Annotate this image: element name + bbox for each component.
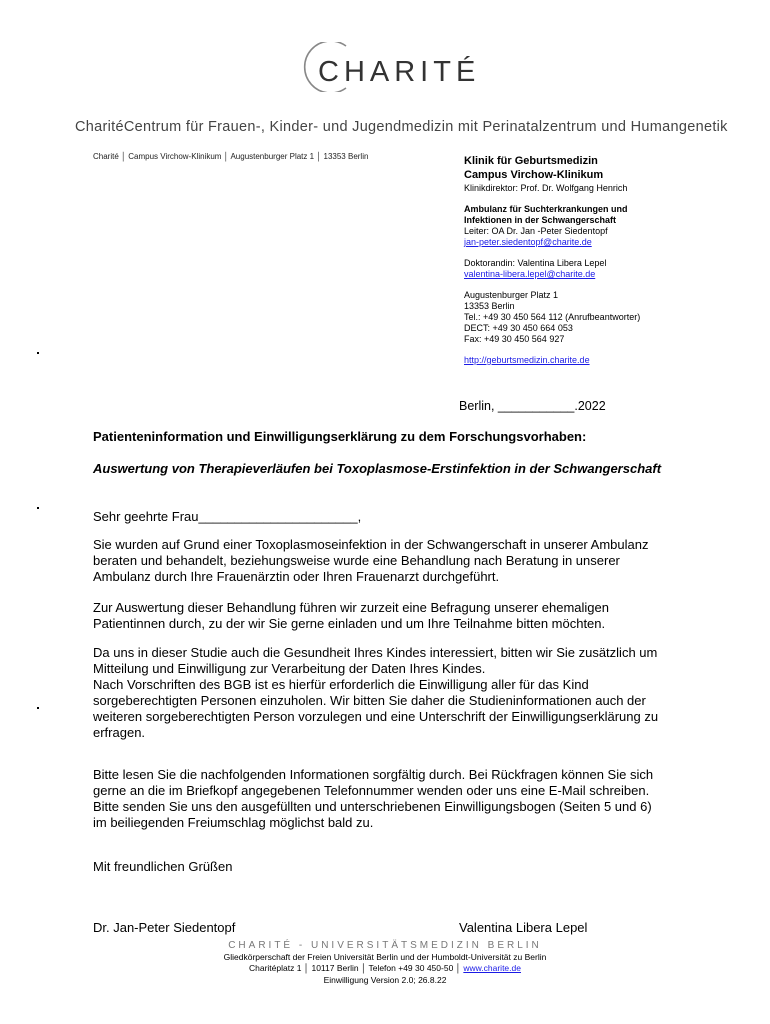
document-version: Einwilligung Version 2.0; 26.8.22	[323, 974, 447, 985]
footer-line-1: Gliedkörperschaft der Freien Universität Berlin und der Humboldt-Universität zu Berlin	[223, 951, 547, 962]
center-name: CharitéCentrum für Frauen-, Kinder- und Jugendmedizin mit Perinatalzentrum und Humangenetik	[75, 119, 728, 135]
date-line: Berlin, ___________.2022	[459, 399, 606, 413]
footer-address: Charitéplatz 1 │ 10117 Berlin │ Telefon +49 30 450-50 │	[249, 963, 461, 973]
document-heading: Patienteninformation und Einwilligungserklärung zu dem Forschungsvorhaben:	[93, 429, 587, 444]
paragraph-1	[93, 537, 733, 585]
doctoral-candidate: Doktorandin: Valentina Libera Lepel	[464, 258, 607, 268]
fold-mark	[37, 707, 39, 709]
footer-website-link[interactable]: www.charite.de	[463, 963, 521, 973]
text-line: Ambulanz durch Ihre Frauenärztin oder Ihren Frauenarzt durchgeführt.	[93, 569, 500, 584]
ambulance-line-1: Ambulanz für Suchterkrankungen und	[464, 204, 628, 214]
sender-address-line: Charité │ Campus Virchow-Klinikum │ Augustenburger Platz 1 │ 13353 Berlin	[93, 152, 369, 161]
study-title: Auswertung von Therapieverläufen bei Toxoplasmose-Erstinfektion in der Schwangerschaft	[93, 461, 662, 476]
text-line: Zur Auswertung dieser Behandlung führen wir zurzeit eine Befragung unserer ehemaligen	[93, 600, 609, 615]
text-line: Bitte lesen Sie die nachfolgenden Informationen sorgfältig durch. Bei Rückfragen können Sie sich	[93, 767, 654, 782]
campus-name: Campus Virchow-Klinikum	[464, 169, 604, 181]
clinic-name: Klinik für Geburtsmedizin	[464, 155, 598, 167]
footer-line-2	[0, 963, 770, 975]
closing: Mit freundlichen Grüßen	[93, 859, 233, 874]
signature-right: Valentina Libera Lepel	[459, 920, 588, 935]
paragraph-3	[93, 645, 733, 741]
clinic-director: Klinikdirektor: Prof. Dr. Wolfgang Henrich	[464, 183, 628, 193]
text-line: Nach Vorschriften des BGB ist es hierfür erforderlich die Einwilligung aller für das Kind	[93, 677, 589, 692]
ambulance-head: Leiter: OA Dr. Jan -Peter Siedentopf	[464, 226, 608, 236]
ambulance-line-2: Infektionen in der Schwangerschaft	[464, 215, 617, 225]
signature-left: Dr. Jan-Peter Siedentopf	[93, 920, 236, 935]
charite-logo-text: CHARITÉ	[318, 56, 481, 88]
dect-number: DECT: +49 30 450 664 053	[464, 323, 573, 333]
text-line: erfragen.	[93, 725, 146, 740]
fold-mark	[37, 507, 39, 509]
text-line: im beiliegenden Freiumschlag möglichst bald zu.	[93, 815, 374, 830]
city-address: 13353 Berlin	[464, 301, 515, 311]
text-line: Sie wurden auf Grund einer Toxoplasmoseinfektion in der Schwangerschaft in unserer Ambulanz	[93, 537, 649, 552]
text-line: Bitte senden Sie uns den ausgefüllten und unterschriebenen Einwilligungsbogen (Seiten 5 und 6)	[93, 799, 652, 814]
fax-number: Fax: +49 30 450 564 927	[464, 334, 565, 344]
salutation: Sehr geehrte Frau______________________,	[93, 509, 362, 524]
paragraph-2	[93, 600, 733, 632]
head-email-link[interactable]: jan-peter.siedentopf@charite.de	[464, 237, 592, 247]
doctoral-email-link[interactable]: valentina-libera.lepel@charite.de	[464, 269, 596, 279]
website-link[interactable]: http://geburtsmedizin.charite.de	[464, 355, 590, 365]
text-line: beraten und behandelt, beziehungsweise wurde eine Behandlung nach Beratung in unserer	[93, 553, 620, 568]
telephone: Tel.: +49 30 450 564 112 (Anrufbeantworter)	[464, 312, 641, 322]
fold-mark	[37, 352, 39, 354]
text-line: sorgeberechtigten Personen einzuholen. Wir bitten Sie daher die Studieninformationen auch der	[93, 693, 646, 708]
text-line: Da uns in dieser Studie auch die Gesundheit Ihres Kindes interessiert, bitten wir Sie zusätzlich um	[93, 645, 658, 660]
street-address: Augustenburger Platz 1	[464, 290, 559, 300]
footer-brand: CHARITÉ - UNIVERSITÄTSMEDIZIN BERLIN	[228, 940, 542, 951]
text-line: weiteren sorgeberechtigten Person vorzulegen und eine Unterschrift der Einwilligungserklärung zu	[93, 709, 659, 724]
contact-sidebar	[464, 154, 724, 366]
text-line: Mitteilung und Einwilligung zur Verarbeitung der Daten Ihres Kindes.	[93, 661, 486, 676]
paragraph-4	[93, 767, 733, 831]
footer	[0, 940, 770, 986]
text-line: Patientinnen durch, zu der wir Sie gerne einladen und um Ihre Teilnahme bitten möchten.	[93, 616, 606, 631]
text-line: gerne an die im Briefkopf angegebenen Telefonnummer wenden oder uns eine E-Mail schreiben.	[93, 783, 650, 798]
